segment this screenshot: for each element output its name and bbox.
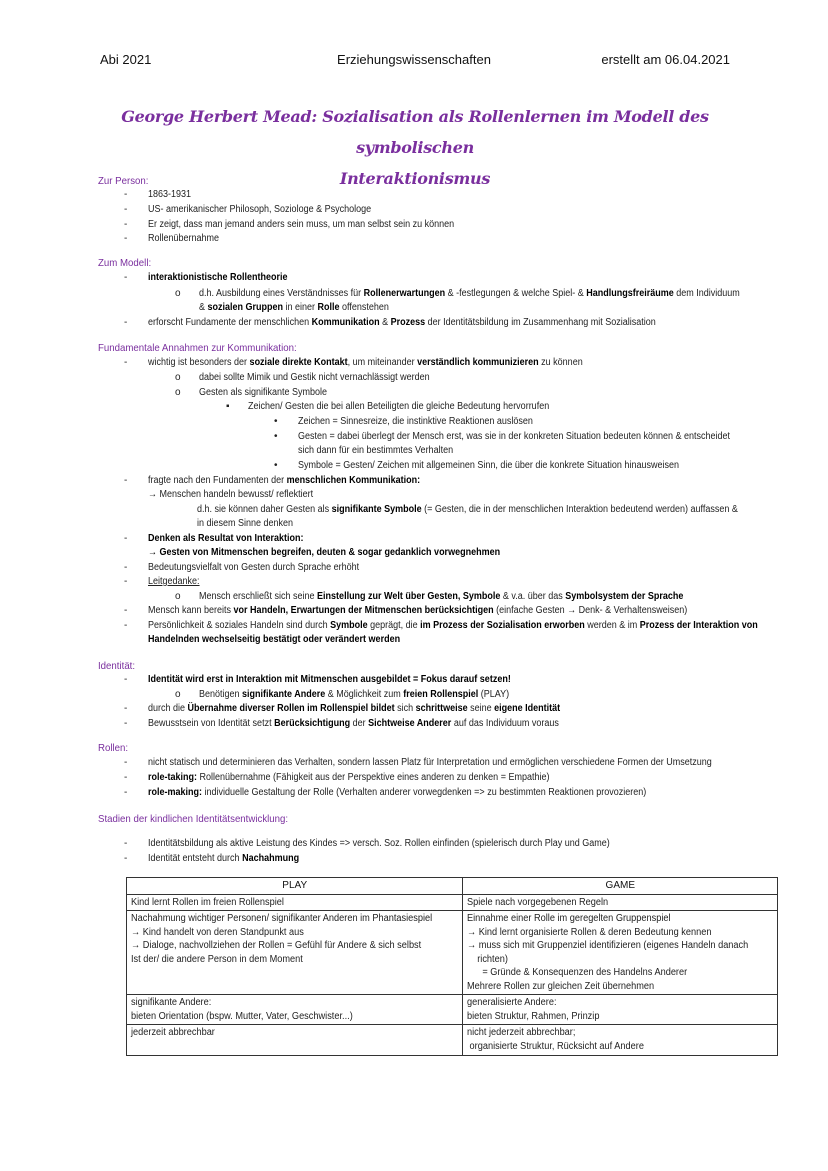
dash-bullet: -: [124, 703, 128, 714]
dash-bullet: -: [124, 605, 128, 616]
text: durch die: [148, 703, 188, 714]
list-item: Zeichen/ Gesten die bei allen Beteiligten die gleiche Bedeutung hervorrufen: [248, 401, 550, 412]
list-item: 1863-1931: [148, 189, 192, 200]
header-text: PLAY: [282, 880, 308, 891]
text: (PLAY): [478, 689, 510, 700]
list-item: [148, 787, 646, 798]
cell-line: richten): [467, 953, 509, 965]
bold-text: soziale direkte Kontakt: [249, 357, 348, 368]
title-line-2: Interaktionismus: [339, 169, 491, 188]
cell-line: = Gründe & Konsequenzen des Handelns Anderer: [467, 967, 688, 978]
list-item: Gesten = dabei überlegt der Mensch erst, was sie in der konkreten Situation bedeuten können & entscheidet: [298, 431, 731, 442]
cell-line: nicht jederzeit abbrechbar;: [467, 1027, 576, 1038]
list-item: [148, 620, 758, 631]
text: Persönlichkeit & soziales Handeln sind durch: [148, 620, 331, 631]
bold-text: Rolle: [317, 302, 340, 313]
circle-bullet: o: [175, 591, 181, 602]
text: Identität entsteht durch: [148, 853, 243, 864]
header-subject-year: Abi 2021: [100, 52, 152, 67]
header-course: Erziehungswissenschaften: [337, 52, 491, 67]
section-heading-kommunikation: Fundamentale Annahmen zur Kommunikation:: [98, 342, 297, 354]
bold-text: Prozess: [390, 317, 426, 328]
bold-text: Rollenerwartungen: [363, 288, 446, 299]
bold-text: signifikante Symbole: [331, 504, 422, 515]
list-item: Symbole = Gesten/ Zeichen mit allgemeinen Sinn, die über die konkrete Situation hinausweisen: [298, 460, 679, 471]
text: dem Individuum: [673, 288, 740, 299]
dash-bullet: -: [124, 838, 128, 849]
dash-bullet: -: [124, 272, 128, 283]
circle-bullet: o: [175, 387, 181, 398]
dash-bullet: -: [124, 189, 128, 200]
bold-text: Nachahmung: [242, 853, 300, 864]
bold-text: schrittweise: [415, 703, 468, 714]
dash-bullet: -: [124, 204, 128, 215]
list-item-continued: → Gesten von Mitmenschen begreifen, deuten & sogar gedanklich vorwegnehmen: [148, 547, 501, 558]
header-text: GAME: [605, 880, 635, 891]
text: offenstehen: [339, 302, 389, 313]
circle-bullet: o: [175, 288, 181, 299]
text: Mensch kann bereits: [148, 605, 234, 616]
dash-bullet: -: [124, 787, 128, 798]
text: &: [379, 317, 391, 328]
dot-bullet: •: [274, 431, 278, 442]
table-row: [127, 995, 778, 1025]
list-item-continued: Handelnden wechselseitig bestätigt oder verändert werden: [148, 634, 401, 645]
cell-line: Einnahme einer Rolle im geregelten Gruppenspiel: [467, 913, 671, 924]
list-item: [199, 288, 740, 299]
text: sich: [394, 703, 416, 714]
list-item: Bedeutungsvielfalt von Gesten durch Sprache erhöht: [148, 562, 360, 573]
list-item: Zeichen = Sinnesreize, die instinktive Reaktionen auslösen: [298, 416, 533, 427]
dash-bullet: -: [124, 772, 128, 783]
list-item: Gesten als signifikante Symbole: [199, 387, 328, 398]
cell-line: Mehrere Rollen zur gleichen Zeit übernehmen: [467, 980, 655, 992]
cell-line: bieten Struktur, Rahmen, Prinzip: [467, 1010, 600, 1022]
dash-bullet: -: [124, 533, 128, 544]
list-item-continued: in diesem Sinne denken: [197, 518, 294, 529]
list-item: [148, 853, 299, 864]
list-item: Rollenübernahme: [148, 233, 220, 244]
text: & Möglichkeit zum: [325, 689, 404, 700]
text: , um miteinander: [347, 357, 418, 368]
table-cell: [127, 894, 463, 911]
text: Mensch erschließt sich seine: [199, 591, 318, 602]
cell-line: Ist der/ die andere Person in dem Moment: [131, 953, 303, 965]
bold-text: verständlich kommunizieren: [417, 357, 539, 368]
text: fragte nach den Fundamenten der: [148, 475, 287, 486]
text: & -festlegungen & welche Spiel- &: [445, 288, 587, 299]
list-item-continued: sich dann für ein bestimmtes Verhalten: [298, 445, 454, 456]
cell-line: → Kind lernt organisierte Rollen & deren Bedeutung kennen: [467, 926, 712, 938]
text: seine: [467, 703, 495, 714]
dash-bullet: -: [124, 562, 128, 573]
list-item: [199, 591, 683, 602]
list-item: [148, 605, 687, 616]
dash-bullet: -: [124, 718, 128, 729]
list-item: Leitgedanke:: [148, 576, 200, 587]
dash-bullet: -: [124, 674, 128, 685]
text: individuelle Gestaltung der Rolle (Verhalten anderer vorwegdenken => zu bestimmten Reaktionen provozieren): [202, 787, 647, 798]
list-item: Identität wird erst in Interaktion mit Mitmenschen ausgebildet = Fokus darauf setzen!: [148, 674, 511, 685]
list-item: [148, 772, 549, 783]
circle-bullet: o: [175, 372, 181, 383]
table-cell: [127, 995, 463, 1025]
table-row: [127, 1025, 778, 1056]
bold-text: vor Handeln, Erwartungen der Mitmenschen berücksichtigen: [233, 605, 494, 616]
dot-bullet: •: [274, 460, 278, 471]
text: & v.a. über das: [500, 591, 566, 602]
bold-text: freien Rollenspiel: [403, 689, 479, 700]
dash-bullet: -: [124, 853, 128, 864]
cell-line: → Dialoge, nachvollziehen der Rollen = Gefühl für Andere & sich selbst: [131, 940, 422, 951]
list-item: interaktionistische Rollentheorie: [148, 272, 288, 283]
list-item: [148, 475, 420, 486]
list-item: [199, 689, 509, 700]
bold-text: menschlichen Kommunikation:: [286, 475, 421, 486]
list-item: Identitätsbildung als aktive Leistung des Kindes => versch. Soz. Rollen einfinden (spielerisch durch Play und Game): [148, 838, 610, 849]
dash-bullet: -: [124, 357, 128, 368]
dash-bullet: -: [124, 475, 128, 486]
column-header-play: [127, 878, 463, 895]
text: zu können: [538, 357, 583, 368]
column-header-game: [463, 878, 778, 895]
list-item: [148, 703, 560, 714]
bold-text: im Prozess der Sozialisation erworben: [420, 620, 585, 631]
text: erforscht Fundamente der menschlichen: [148, 317, 312, 328]
table-cell: [463, 995, 778, 1025]
bold-text: sozialen Gruppen: [207, 302, 284, 313]
list-item: [148, 317, 656, 328]
table-cell: [127, 911, 463, 995]
text: der: [350, 718, 369, 729]
section-heading-modell: Zum Modell:: [98, 257, 152, 269]
list-item: Denken als Resultat von Interaktion:: [148, 533, 304, 544]
text: (= Gesten, die in der menschlichen Interaktion bedeutend werden) auffassen &: [421, 504, 738, 515]
bold-text: Übernahme diverser Rollen im Rollenspiel bildet: [187, 703, 395, 714]
text: werden & im: [584, 620, 640, 631]
text: Rollenübernahme (Fähigkeit aus der Perspektive eines anderen zu denken = Empathie): [197, 772, 550, 783]
cell-line: Kind lernt Rollen im freien Rollenspiel: [131, 896, 284, 908]
text: d.h. Ausbildung eines Verständnisses für: [199, 288, 364, 299]
text: auf das Individuum voraus: [451, 718, 559, 729]
title-line-1: George Herbert Mead: Sozialisation als Rollenlernen im Modell des symbolischen: [121, 107, 709, 157]
text: der Identitätsbildung im Zusammenhang mit Sozialisation: [425, 317, 656, 328]
cell-line: bieten Orientation (bspw. Mutter, Vater, Geschwister...): [131, 1010, 353, 1022]
text: Benötigen: [199, 689, 243, 700]
section-heading-person: Zur Person:: [98, 175, 149, 187]
table-cell: [463, 1025, 778, 1056]
dash-bullet: -: [124, 757, 128, 768]
text: Bewusstsein von Identität setzt: [148, 718, 275, 729]
cell-line: Nachahmung wichtiger Personen/ signifikanter Anderen im Phantasiespiel: [131, 913, 433, 924]
list-item: US- amerikanischer Philosoph, Soziologe & Psychologe: [148, 204, 372, 215]
list-item: nicht statisch und determinieren das Verhalten, sondern lassen Platz für Interpretation und ermöglichen verschiedene Formen der Umsetzung: [148, 757, 712, 768]
list-item-continued: [197, 504, 738, 515]
text: wichtig ist besonders der: [148, 357, 250, 368]
dash-bullet: -: [124, 620, 128, 631]
cell-line: jederzeit abbrechbar: [131, 1027, 215, 1038]
dash-bullet: -: [124, 219, 128, 230]
bold-text: Symbole: [330, 620, 368, 631]
bold-text: role-making:: [148, 787, 203, 798]
bold-text: Kommunikation: [311, 317, 380, 328]
bold-text: Symbolsystem der Sprache: [565, 591, 684, 602]
section-heading-stadien: Stadien der kindlichen Identitätsentwicklung:: [98, 813, 289, 825]
circle-bullet: o: [175, 689, 181, 700]
bold-text: signifikante Andere: [242, 689, 326, 700]
table-cell: [463, 911, 778, 995]
table-header-row: [127, 878, 778, 895]
bold-text: Sichtweise Anderer: [368, 718, 452, 729]
text: geprägt, die: [367, 620, 421, 631]
table-row: [127, 911, 778, 995]
list-item-continued: → Menschen handeln bewusst/ reflektiert: [148, 489, 314, 500]
table-row: [127, 894, 778, 911]
list-item: Er zeigt, dass man jemand anders sein muss, um man selbst sein zu können: [148, 219, 455, 230]
dot-bullet: •: [274, 416, 278, 427]
bold-text: eigene Identität: [494, 703, 561, 714]
text: in einer: [283, 302, 318, 313]
document-title: [100, 101, 730, 194]
section-heading-rollen: Rollen:: [98, 742, 129, 754]
section-heading-identitaet: Identität:: [98, 660, 136, 672]
bold-text: Handlungsfreiräume: [586, 288, 674, 299]
cell-line: → Kind handelt von deren Standpunkt aus: [131, 926, 304, 938]
list-item-continued: [199, 302, 389, 313]
cell-line: Spiele nach vorgegebenen Regeln: [467, 896, 609, 908]
cell-line: organisierte Struktur, Rücksicht auf Andere: [467, 1040, 645, 1052]
list-item: [148, 718, 559, 729]
text: &: [199, 302, 208, 313]
cell-line: generalisierte Andere:: [467, 997, 557, 1008]
dash-bullet: -: [124, 317, 128, 328]
bold-text: role-taking:: [148, 772, 198, 783]
play-game-table: [126, 877, 778, 1056]
square-bullet: ▪: [226, 401, 230, 412]
table-cell: [127, 1025, 463, 1056]
text: (einfache Gesten → Denk- & Verhaltensweisen): [493, 605, 688, 616]
list-item: [148, 357, 583, 368]
list-item: dabei sollte Mimik und Gestik nicht vernachlässigt werden: [199, 372, 430, 383]
text: d.h. sie können daher Gesten als: [197, 504, 332, 515]
cell-line: signifikante Andere:: [131, 997, 212, 1008]
header-date: erstellt am 06.04.2021: [601, 52, 730, 67]
table-cell: [463, 894, 778, 911]
dash-bullet: -: [124, 233, 128, 244]
dash-bullet: -: [124, 576, 128, 587]
bold-text: Einstellung zur Welt über Gesten, Symbole: [317, 591, 501, 602]
cell-line: → muss sich mit Gruppenziel identifizieren (eigenes Handeln danach: [467, 940, 749, 951]
bold-text: Prozess der Interaktion von: [639, 620, 758, 631]
bold-text: Berücksichtigung: [274, 718, 351, 729]
